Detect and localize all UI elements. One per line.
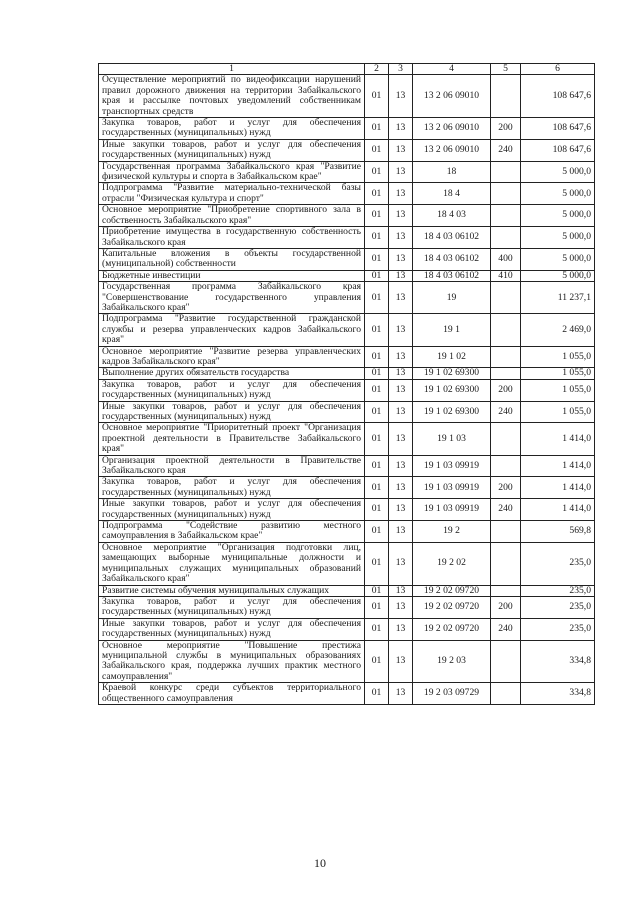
subsection-cell: 13 [389, 683, 413, 705]
target-article-cell: 18 4 03 [413, 205, 491, 227]
expense-type-cell [491, 542, 521, 585]
header-cell: 5 [491, 64, 521, 75]
target-article-cell: 19 1 [413, 314, 491, 346]
amount-cell: 5 000,0 [521, 248, 595, 270]
table-row [99, 183, 595, 205]
target-article-cell: 19 1 03 09919 [413, 499, 491, 521]
target-article-cell: 13 2 06 09010 [413, 139, 491, 161]
amount-cell: 11 237,1 [521, 282, 595, 314]
amount-cell: 108 647,6 [521, 139, 595, 161]
target-article-cell: 19 1 02 69300 [413, 368, 491, 379]
row-name-cell: Иные закупки товаров, работ и услуг для обеспечения государственных (муниципальных) нужд [99, 401, 365, 423]
amount-cell: 1 055,0 [521, 379, 595, 401]
section-cell: 01 [365, 455, 389, 477]
row-name-cell: Государственная программа Забайкальского края "Развитие физической культуры и спорта в Забайкальском крае" [99, 161, 365, 183]
table-row [99, 227, 595, 249]
header-cell: 2 [365, 64, 389, 75]
section-cell: 01 [365, 379, 389, 401]
table-row [99, 314, 595, 346]
section-cell: 01 [365, 205, 389, 227]
target-article-cell: 19 2 03 09729 [413, 683, 491, 705]
table-row [99, 596, 595, 618]
section-cell: 01 [365, 477, 389, 499]
row-name-cell: Приобретение имущества в государственную собственность Забайкальского края [99, 227, 365, 249]
table-row [99, 118, 595, 140]
subsection-cell: 13 [389, 640, 413, 683]
table-row [99, 683, 595, 705]
section-cell: 01 [365, 282, 389, 314]
page-number: 10 [314, 856, 326, 870]
amount-cell: 1 414,0 [521, 499, 595, 521]
row-name-cell: Бюджетные инвестиции [99, 270, 365, 281]
section-cell: 01 [365, 368, 389, 379]
subsection-cell: 13 [389, 314, 413, 346]
row-name-cell: Иные закупки товаров, работ и услуг для обеспечения государственных (муниципальных) нужд [99, 139, 365, 161]
amount-cell: 5 000,0 [521, 227, 595, 249]
row-name-cell: Подпрограмма "Содействие развитию местного самоуправления в Забайкальском крае" [99, 521, 365, 543]
header-cell: 4 [413, 64, 491, 75]
expense-type-cell [491, 368, 521, 379]
table-row [99, 161, 595, 183]
section-cell: 01 [365, 521, 389, 543]
subsection-cell: 13 [389, 379, 413, 401]
expense-type-cell [491, 161, 521, 183]
section-cell: 01 [365, 346, 389, 368]
subsection-cell: 13 [389, 596, 413, 618]
section-cell: 01 [365, 161, 389, 183]
target-article-cell: 19 2 03 [413, 640, 491, 683]
target-article-cell: 18 [413, 161, 491, 183]
row-name-cell: Капитальные вложения в объекты государственной (муниципальной) собственности [99, 248, 365, 270]
expense-type-cell [491, 227, 521, 249]
table-row [99, 139, 595, 161]
amount-cell: 235,0 [521, 618, 595, 640]
table-row [99, 270, 595, 281]
section-cell: 01 [365, 183, 389, 205]
expense-type-cell [491, 183, 521, 205]
table-row [99, 499, 595, 521]
amount-cell: 334,8 [521, 640, 595, 683]
expense-type-cell [491, 423, 521, 455]
subsection-cell: 13 [389, 118, 413, 140]
section-cell: 01 [365, 401, 389, 423]
target-article-cell: 19 2 02 09720 [413, 585, 491, 596]
table-row [99, 379, 595, 401]
table-row [99, 585, 595, 596]
expense-type-cell [491, 282, 521, 314]
subsection-cell: 13 [389, 618, 413, 640]
table-row [99, 521, 595, 543]
amount-cell: 5 000,0 [521, 183, 595, 205]
amount-cell: 108 647,6 [521, 75, 595, 118]
subsection-cell: 13 [389, 161, 413, 183]
table-row [99, 205, 595, 227]
subsection-cell: 13 [389, 521, 413, 543]
subsection-cell: 13 [389, 401, 413, 423]
row-name-cell: Основное мероприятие "Организация подготовки лиц, замещающих выборные муниципальные должности и муниципальных служащих муниципальных образований Забайкальского края" [99, 542, 365, 585]
section-cell: 01 [365, 585, 389, 596]
section-cell: 01 [365, 596, 389, 618]
target-article-cell: 19 2 02 09720 [413, 596, 491, 618]
amount-cell: 334,8 [521, 683, 595, 705]
table-row [99, 401, 595, 423]
amount-cell: 2 469,0 [521, 314, 595, 346]
row-name-cell: Закупка товаров, работ и услуг для обеспечения государственных (муниципальных) нужд [99, 379, 365, 401]
section-cell: 01 [365, 683, 389, 705]
expense-type-cell [491, 314, 521, 346]
target-article-cell: 18 4 03 06102 [413, 248, 491, 270]
table-header-row [99, 64, 595, 75]
amount-cell: 5 000,0 [521, 161, 595, 183]
row-name-cell: Осуществление мероприятий по видеофиксации нарушений правил дорожного движения на территории Забайкальского края и рассылке почтовых уведомлений собственникам транспортных средств [99, 75, 365, 118]
target-article-cell: 13 2 06 09010 [413, 118, 491, 140]
target-article-cell: 18 4 [413, 183, 491, 205]
table-row [99, 455, 595, 477]
expense-type-cell: 400 [491, 248, 521, 270]
target-article-cell: 19 1 02 69300 [413, 401, 491, 423]
expense-type-cell [491, 683, 521, 705]
section-cell: 01 [365, 314, 389, 346]
expense-type-cell: 200 [491, 596, 521, 618]
amount-cell: 1 055,0 [521, 368, 595, 379]
section-cell: 01 [365, 618, 389, 640]
expense-type-cell [491, 75, 521, 118]
table-row [99, 346, 595, 368]
amount-cell: 5 000,0 [521, 270, 595, 281]
expense-type-cell [491, 205, 521, 227]
target-article-cell: 19 2 [413, 521, 491, 543]
target-article-cell: 13 2 06 09010 [413, 75, 491, 118]
expense-type-cell: 240 [491, 139, 521, 161]
header-cell: 1 [99, 64, 365, 75]
target-article-cell: 18 4 03 06102 [413, 227, 491, 249]
section-cell: 01 [365, 227, 389, 249]
target-article-cell: 19 1 03 [413, 423, 491, 455]
expense-type-cell [491, 455, 521, 477]
target-article-cell: 19 2 02 09720 [413, 618, 491, 640]
expense-type-cell: 200 [491, 379, 521, 401]
row-name-cell: Основное мероприятие "Развитие резерва управленческих кадров Забайкальского края" [99, 346, 365, 368]
subsection-cell: 13 [389, 346, 413, 368]
expense-type-cell: 240 [491, 499, 521, 521]
table-row [99, 618, 595, 640]
amount-cell: 1 055,0 [521, 346, 595, 368]
row-name-cell: Закупка товаров, работ и услуг для обеспечения государственных (муниципальных) нужд [99, 118, 365, 140]
subsection-cell: 13 [389, 455, 413, 477]
subsection-cell: 13 [389, 248, 413, 270]
header-cell: 6 [521, 64, 595, 75]
subsection-cell: 13 [389, 139, 413, 161]
subsection-cell: 13 [389, 183, 413, 205]
amount-cell: 108 647,6 [521, 118, 595, 140]
section-cell: 01 [365, 423, 389, 455]
target-article-cell: 19 1 02 [413, 346, 491, 368]
row-name-cell: Организация проектной деятельности в Правительстве Забайкальского края [99, 455, 365, 477]
row-name-cell: Основное мероприятие "Приоритетный проект "Организация проектной деятельности в Правительстве Забайкальского края" [99, 423, 365, 455]
subsection-cell: 13 [389, 282, 413, 314]
expense-type-cell [491, 640, 521, 683]
section-cell: 01 [365, 248, 389, 270]
table-row [99, 248, 595, 270]
subsection-cell: 13 [389, 75, 413, 118]
section-cell: 01 [365, 118, 389, 140]
subsection-cell: 13 [389, 542, 413, 585]
row-name-cell: Иные закупки товаров, работ и услуг для обеспечения государственных (муниципальных) нужд [99, 618, 365, 640]
subsection-cell: 13 [389, 423, 413, 455]
section-cell: 01 [365, 542, 389, 585]
target-article-cell: 19 2 02 [413, 542, 491, 585]
subsection-cell: 13 [389, 499, 413, 521]
section-cell: 01 [365, 270, 389, 281]
row-name-cell: Развитие системы обучения муниципальных служащих [99, 585, 365, 596]
subsection-cell: 13 [389, 368, 413, 379]
expense-type-cell: 240 [491, 618, 521, 640]
row-name-cell: Подпрограмма "Развитие материально-технической базы отрасли "Физическая культура и спорт" [99, 183, 365, 205]
header-cell: 3 [389, 64, 413, 75]
budget-table [98, 63, 595, 705]
subsection-cell: 13 [389, 585, 413, 596]
row-name-cell: Подпрограмма "Развитие государственной гражданской службы и резерва управленческих кадров Забайкальского края" [99, 314, 365, 346]
table-row [99, 640, 595, 683]
expense-type-cell [491, 585, 521, 596]
expense-type-cell [491, 346, 521, 368]
row-name-cell: Краевой конкурс среди субъектов территориального общественного самоуправления [99, 683, 365, 705]
subsection-cell: 13 [389, 205, 413, 227]
section-cell: 01 [365, 499, 389, 521]
amount-cell: 1 414,0 [521, 477, 595, 499]
row-name-cell: Основное мероприятие "Повышение престижа муниципальной службы в муниципальных образованиях Забайкальского края, поддержка лучших практик местного самоуправления" [99, 640, 365, 683]
section-cell: 01 [365, 640, 389, 683]
target-article-cell: 18 4 03 06102 [413, 270, 491, 281]
row-name-cell: Выполнение других обязательств государства [99, 368, 365, 379]
amount-cell: 1 414,0 [521, 455, 595, 477]
expense-type-cell: 200 [491, 477, 521, 499]
amount-cell: 235,0 [521, 585, 595, 596]
table-row [99, 75, 595, 118]
section-cell: 01 [365, 75, 389, 118]
row-name-cell: Иные закупки товаров, работ и услуг для обеспечения государственных (муниципальных) нужд [99, 499, 365, 521]
table-row [99, 423, 595, 455]
expense-type-cell: 200 [491, 118, 521, 140]
section-cell: 01 [365, 139, 389, 161]
amount-cell: 1 055,0 [521, 401, 595, 423]
table-row [99, 542, 595, 585]
expense-type-cell: 410 [491, 270, 521, 281]
table-row [99, 282, 595, 314]
expense-type-cell [491, 521, 521, 543]
subsection-cell: 13 [389, 477, 413, 499]
row-name-cell: Государственная программа Забайкальского края "Совершенствование государственного управления Забайкальского края" [99, 282, 365, 314]
amount-cell: 235,0 [521, 542, 595, 585]
amount-cell: 569,8 [521, 521, 595, 543]
table-row [99, 368, 595, 379]
target-article-cell: 19 1 02 69300 [413, 379, 491, 401]
target-article-cell: 19 1 03 09919 [413, 455, 491, 477]
amount-cell: 235,0 [521, 596, 595, 618]
target-article-cell: 19 1 03 09919 [413, 477, 491, 499]
row-name-cell: Закупка товаров, работ и услуг для обеспечения государственных (муниципальных) нужд [99, 596, 365, 618]
row-name-cell: Основное мероприятие "Приобретение спортивного зала в собственность Забайкальского края" [99, 205, 365, 227]
table-row [99, 477, 595, 499]
amount-cell: 1 414,0 [521, 423, 595, 455]
row-name-cell: Закупка товаров, работ и услуг для обеспечения государственных (муниципальных) нужд [99, 477, 365, 499]
subsection-cell: 13 [389, 227, 413, 249]
subsection-cell: 13 [389, 270, 413, 281]
amount-cell: 5 000,0 [521, 205, 595, 227]
target-article-cell: 19 [413, 282, 491, 314]
expense-type-cell: 240 [491, 401, 521, 423]
